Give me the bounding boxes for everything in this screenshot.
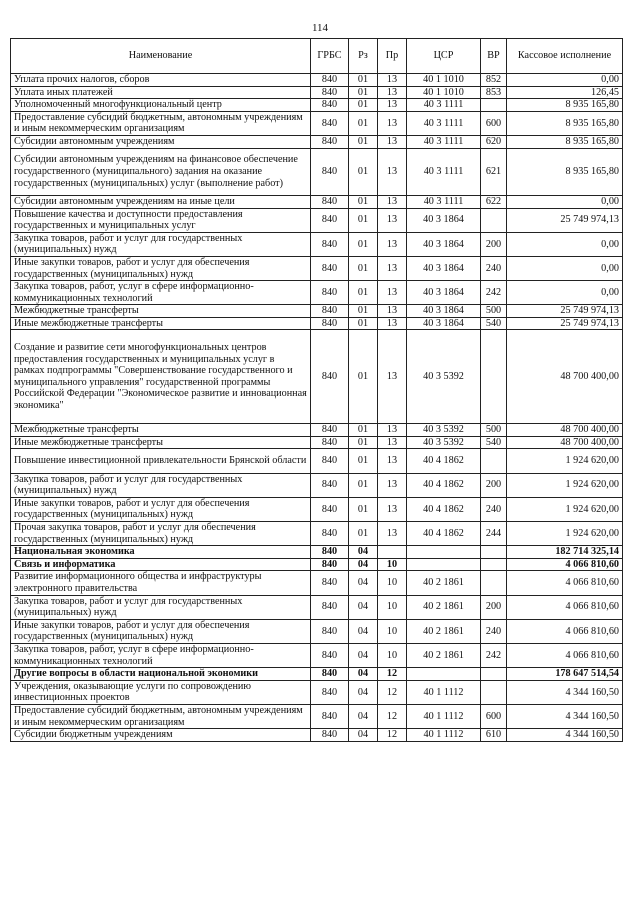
cell-name: Другие вопросы в области национальной экономики: [11, 668, 311, 681]
cell-vr: 500: [481, 424, 507, 437]
cell-vr: 852: [481, 74, 507, 87]
cell-grbs: 840: [311, 546, 349, 559]
cell-name: Закупка товаров, работ, услуг в сфере информационно-коммуникационных технологий: [11, 281, 311, 305]
cell-name: Предоставление субсидий бюджетным, автономным учреждениям и иным некоммерческим организациям: [11, 704, 311, 728]
cell-amount: 25 749 974,13: [507, 305, 623, 318]
cell-pr: 13: [378, 99, 407, 112]
header-csr: ЦСР: [407, 39, 481, 74]
header-pr: Пр: [378, 39, 407, 74]
cell-csr: 40 3 1864: [407, 281, 481, 305]
cell-grbs: 840: [311, 522, 349, 546]
cell-rz: 01: [349, 99, 378, 112]
cell-csr: 40 1 1112: [407, 704, 481, 728]
table-row: [11, 148, 623, 195]
table-row: [11, 208, 623, 232]
cell-pr: 13: [378, 86, 407, 99]
page-number: 114: [311, 22, 329, 34]
cell-grbs: 840: [311, 195, 349, 208]
cell-vr: [481, 449, 507, 473]
cell-rz: 01: [349, 148, 378, 195]
table-row: [11, 424, 623, 437]
cell-rz: 01: [349, 497, 378, 521]
cell-amount: 4 066 810,60: [507, 558, 623, 571]
cell-pr: 13: [378, 522, 407, 546]
cell-rz: 01: [349, 111, 378, 135]
cell-vr: [481, 668, 507, 681]
cell-name: Связь и информатика: [11, 558, 311, 571]
cell-csr: 40 3 1111: [407, 148, 481, 195]
cell-grbs: 840: [311, 571, 349, 595]
cell-rz: 01: [349, 208, 378, 232]
cell-csr: 40 4 1862: [407, 473, 481, 497]
header-rz: Рз: [349, 39, 378, 74]
cell-name: Иные закупки товаров, работ и услуг для обеспечения государственных (муниципальных) нужд: [11, 256, 311, 280]
cell-csr: 40 4 1862: [407, 449, 481, 473]
cell-vr: 540: [481, 436, 507, 449]
cell-name: Иные межбюджетные трансферты: [11, 436, 311, 449]
cell-vr: 240: [481, 497, 507, 521]
cell-rz: 01: [349, 256, 378, 280]
cell-amount: 48 700 400,00: [507, 436, 623, 449]
cell-name: Уплата иных платежей: [11, 86, 311, 99]
cell-grbs: 840: [311, 74, 349, 87]
table-row: [11, 473, 623, 497]
cell-pr: 12: [378, 704, 407, 728]
cell-pr: [378, 546, 407, 559]
table-row: [11, 546, 623, 559]
table-row: [11, 86, 623, 99]
table-row: [11, 643, 623, 667]
cell-name: Предоставление субсидий бюджетным, автономным учреждениям и иным некоммерческим организациям: [11, 111, 311, 135]
cell-grbs: 840: [311, 473, 349, 497]
table-row: [11, 619, 623, 643]
cell-vr: 621: [481, 148, 507, 195]
cell-name: Уплата прочих налогов, сборов: [11, 74, 311, 87]
cell-amount: 4 066 810,60: [507, 643, 623, 667]
cell-amount: 0,00: [507, 74, 623, 87]
cell-pr: 13: [378, 281, 407, 305]
cell-pr: 13: [378, 148, 407, 195]
cell-grbs: 840: [311, 256, 349, 280]
table-row: [11, 680, 623, 704]
cell-rz: 01: [349, 330, 378, 424]
cell-vr: [481, 558, 507, 571]
cell-grbs: 840: [311, 497, 349, 521]
table-row: [11, 704, 623, 728]
cell-rz: 01: [349, 473, 378, 497]
cell-grbs: 840: [311, 680, 349, 704]
cell-vr: 500: [481, 305, 507, 318]
cell-name: Национальная экономика: [11, 546, 311, 559]
cell-rz: 01: [349, 449, 378, 473]
cell-grbs: 840: [311, 148, 349, 195]
cell-pr: 13: [378, 305, 407, 318]
cell-amount: 4 066 810,60: [507, 571, 623, 595]
cell-amount: 8 935 165,80: [507, 111, 623, 135]
cell-rz: 04: [349, 729, 378, 742]
table-row: [11, 449, 623, 473]
table-row: [11, 668, 623, 681]
cell-grbs: 840: [311, 232, 349, 256]
cell-rz: 01: [349, 424, 378, 437]
cell-amount: 8 935 165,80: [507, 99, 623, 112]
cell-grbs: 840: [311, 729, 349, 742]
cell-grbs: 840: [311, 704, 349, 728]
cell-amount: 1 924 620,00: [507, 497, 623, 521]
cell-amount: 4 344 160,50: [507, 680, 623, 704]
cell-name: Создание и развитие сети многофункциональных центров предоставления государственных и муниципальных услуг в рамках подпрограммы "Совершенствование государственного и муниципального управления" государственной программы Российской Федерации "Экономическое развитие и инновационная экономика": [11, 330, 311, 424]
cell-pr: 10: [378, 558, 407, 571]
cell-rz: 04: [349, 619, 378, 643]
cell-amount: 182 714 325,14: [507, 546, 623, 559]
cell-amount: 8 935 165,80: [507, 148, 623, 195]
cell-pr: 13: [378, 497, 407, 521]
cell-vr: 622: [481, 195, 507, 208]
cell-grbs: 840: [311, 86, 349, 99]
cell-pr: 13: [378, 424, 407, 437]
cell-grbs: 840: [311, 449, 349, 473]
cell-pr: 13: [378, 317, 407, 330]
cell-vr: 540: [481, 317, 507, 330]
cell-pr: 13: [378, 74, 407, 87]
table-header-row: [11, 39, 623, 74]
cell-name: Повышение качества и доступности предоставления государственных и муниципальных услуг: [11, 208, 311, 232]
cell-rz: 01: [349, 522, 378, 546]
cell-name: Прочая закупка товаров, работ и услуг для обеспечения государственных (муниципальных) нужд: [11, 522, 311, 546]
table-row: [11, 436, 623, 449]
cell-csr: 40 3 1864: [407, 208, 481, 232]
cell-grbs: 840: [311, 330, 349, 424]
cell-name: Иные закупки товаров, работ и услуг для обеспечения государственных (муниципальных) нужд: [11, 497, 311, 521]
cell-csr: 40 3 5392: [407, 436, 481, 449]
cell-rz: 01: [349, 317, 378, 330]
cell-name: Субсидии автономным учреждениям: [11, 135, 311, 148]
cell-grbs: 840: [311, 436, 349, 449]
cell-vr: 610: [481, 729, 507, 742]
cell-vr: 600: [481, 111, 507, 135]
table-row: [11, 571, 623, 595]
cell-grbs: 840: [311, 305, 349, 318]
cell-name: Уполномоченный многофункциональный центр: [11, 99, 311, 112]
cell-grbs: 840: [311, 558, 349, 571]
cell-amount: 4 066 810,60: [507, 619, 623, 643]
cell-amount: 126,45: [507, 86, 623, 99]
cell-amount: 4 344 160,50: [507, 729, 623, 742]
cell-amount: 4 066 810,60: [507, 595, 623, 619]
cell-csr: [407, 558, 481, 571]
cell-name: Учреждения, оказывающие услуги по сопровождению инвестиционных проектов: [11, 680, 311, 704]
cell-amount: 8 935 165,80: [507, 135, 623, 148]
cell-vr: 242: [481, 281, 507, 305]
cell-csr: 40 3 5392: [407, 424, 481, 437]
cell-rz: 01: [349, 436, 378, 449]
cell-rz: 01: [349, 74, 378, 87]
cell-name: Развитие информационного общества и инфраструктуры электронного правительства: [11, 571, 311, 595]
table-row: [11, 111, 623, 135]
table-body: [11, 74, 623, 742]
cell-pr: 10: [378, 619, 407, 643]
table-row: [11, 330, 623, 424]
cell-pr: 13: [378, 195, 407, 208]
cell-csr: 40 3 1111: [407, 135, 481, 148]
cell-csr: 40 2 1861: [407, 643, 481, 667]
table-row: [11, 317, 623, 330]
cell-csr: 40 4 1862: [407, 497, 481, 521]
cell-grbs: 840: [311, 424, 349, 437]
cell-amount: 1 924 620,00: [507, 473, 623, 497]
cell-rz: 01: [349, 305, 378, 318]
table-row: [11, 256, 623, 280]
table-row: [11, 232, 623, 256]
cell-grbs: 840: [311, 619, 349, 643]
header-grbs: ГРБС: [311, 39, 349, 74]
cell-amount: 0,00: [507, 256, 623, 280]
table-row: [11, 74, 623, 87]
cell-csr: 40 2 1861: [407, 595, 481, 619]
cell-rz: 04: [349, 546, 378, 559]
cell-grbs: 840: [311, 595, 349, 619]
cell-csr: 40 3 1864: [407, 232, 481, 256]
cell-pr: 10: [378, 571, 407, 595]
cell-csr: [407, 546, 481, 559]
cell-vr: [481, 571, 507, 595]
cell-csr: 40 3 1111: [407, 195, 481, 208]
cell-csr: 40 3 1864: [407, 317, 481, 330]
cell-pr: 13: [378, 330, 407, 424]
cell-csr: 40 2 1861: [407, 619, 481, 643]
cell-vr: 200: [481, 595, 507, 619]
table-row: [11, 729, 623, 742]
cell-rz: 04: [349, 668, 378, 681]
cell-rz: 01: [349, 86, 378, 99]
cell-grbs: 840: [311, 111, 349, 135]
cell-rz: 01: [349, 195, 378, 208]
table-row: [11, 195, 623, 208]
cell-csr: 40 3 1111: [407, 99, 481, 112]
cell-csr: 40 4 1862: [407, 522, 481, 546]
cell-pr: 13: [378, 449, 407, 473]
cell-csr: 40 3 1111: [407, 111, 481, 135]
cell-amount: 4 344 160,50: [507, 704, 623, 728]
cell-vr: 620: [481, 135, 507, 148]
cell-pr: 10: [378, 595, 407, 619]
cell-amount: 48 700 400,00: [507, 330, 623, 424]
cell-amount: 0,00: [507, 195, 623, 208]
cell-name: Иные закупки товаров, работ и услуг для обеспечения государственных (муниципальных) нужд: [11, 619, 311, 643]
cell-csr: 40 3 1864: [407, 305, 481, 318]
cell-name: Закупка товаров, работ и услуг для государственных (муниципальных) нужд: [11, 232, 311, 256]
cell-grbs: 840: [311, 99, 349, 112]
cell-pr: 13: [378, 473, 407, 497]
table-row: [11, 305, 623, 318]
cell-vr: [481, 208, 507, 232]
cell-rz: 01: [349, 232, 378, 256]
header-amount: Кассовое исполнение: [507, 39, 623, 74]
budget-execution-table: [10, 38, 623, 742]
cell-name: Межбюджетные трансферты: [11, 424, 311, 437]
cell-rz: 04: [349, 595, 378, 619]
cell-pr: 10: [378, 643, 407, 667]
cell-pr: 13: [378, 436, 407, 449]
cell-grbs: 840: [311, 643, 349, 667]
cell-rz: 04: [349, 680, 378, 704]
cell-vr: 242: [481, 643, 507, 667]
cell-pr: 13: [378, 208, 407, 232]
cell-amount: 25 749 974,13: [507, 317, 623, 330]
cell-pr: 12: [378, 729, 407, 742]
cell-csr: 40 1 1010: [407, 74, 481, 87]
cell-rz: 04: [349, 704, 378, 728]
cell-amount: 178 647 514,54: [507, 668, 623, 681]
cell-rz: 01: [349, 281, 378, 305]
cell-name: Иные межбюджетные трансферты: [11, 317, 311, 330]
cell-name: Закупка товаров, работ и услуг для государственных (муниципальных) нужд: [11, 473, 311, 497]
table-row: [11, 522, 623, 546]
cell-csr: 40 1 1010: [407, 86, 481, 99]
cell-vr: 244: [481, 522, 507, 546]
cell-grbs: 840: [311, 208, 349, 232]
table-row: [11, 135, 623, 148]
cell-pr: 13: [378, 111, 407, 135]
cell-pr: 12: [378, 680, 407, 704]
cell-pr: 12: [378, 668, 407, 681]
cell-name: Закупка товаров, работ, услуг в сфере информационно-коммуникационных технологий: [11, 643, 311, 667]
cell-csr: 40 3 5392: [407, 330, 481, 424]
cell-name: Субсидии бюджетным учреждениям: [11, 729, 311, 742]
cell-amount: 1 924 620,00: [507, 522, 623, 546]
cell-vr: 200: [481, 473, 507, 497]
cell-name: Субсидии автономным учреждениям на финансовое обеспечение государственного (муниципального) задания на оказание государственных (муниципальных) услуг (выполнение работ): [11, 148, 311, 195]
cell-pr: 13: [378, 256, 407, 280]
table-row: [11, 99, 623, 112]
cell-vr: [481, 330, 507, 424]
cell-csr: 40 3 1864: [407, 256, 481, 280]
cell-grbs: 840: [311, 281, 349, 305]
cell-csr: 40 2 1861: [407, 571, 481, 595]
cell-vr: 600: [481, 704, 507, 728]
header-vr: ВР: [481, 39, 507, 74]
cell-vr: [481, 680, 507, 704]
cell-rz: 01: [349, 135, 378, 148]
table-row: [11, 558, 623, 571]
cell-amount: 25 749 974,13: [507, 208, 623, 232]
table-row: [11, 497, 623, 521]
cell-grbs: 840: [311, 135, 349, 148]
cell-vr: 853: [481, 86, 507, 99]
cell-name: Закупка товаров, работ и услуг для государственных (муниципальных) нужд: [11, 595, 311, 619]
cell-name: Повышение инвестиционной привлекательности Брянской области: [11, 449, 311, 473]
cell-vr: [481, 546, 507, 559]
cell-csr: [407, 668, 481, 681]
cell-rz: 04: [349, 558, 378, 571]
cell-vr: 200: [481, 232, 507, 256]
cell-amount: 48 700 400,00: [507, 424, 623, 437]
cell-vr: [481, 99, 507, 112]
cell-rz: 04: [349, 643, 378, 667]
header-name: Наименование: [11, 39, 311, 74]
table-row: [11, 281, 623, 305]
cell-amount: 0,00: [507, 232, 623, 256]
cell-amount: 1 924 620,00: [507, 449, 623, 473]
cell-name: Межбюджетные трансферты: [11, 305, 311, 318]
cell-grbs: 840: [311, 317, 349, 330]
cell-grbs: 840: [311, 668, 349, 681]
cell-name: Субсидии автономным учреждениям на иные цели: [11, 195, 311, 208]
cell-vr: 240: [481, 256, 507, 280]
cell-amount: 0,00: [507, 281, 623, 305]
cell-pr: 13: [378, 135, 407, 148]
table-row: [11, 595, 623, 619]
cell-csr: 40 1 1112: [407, 729, 481, 742]
cell-pr: 13: [378, 232, 407, 256]
cell-csr: 40 1 1112: [407, 680, 481, 704]
cell-rz: 04: [349, 571, 378, 595]
cell-vr: 240: [481, 619, 507, 643]
